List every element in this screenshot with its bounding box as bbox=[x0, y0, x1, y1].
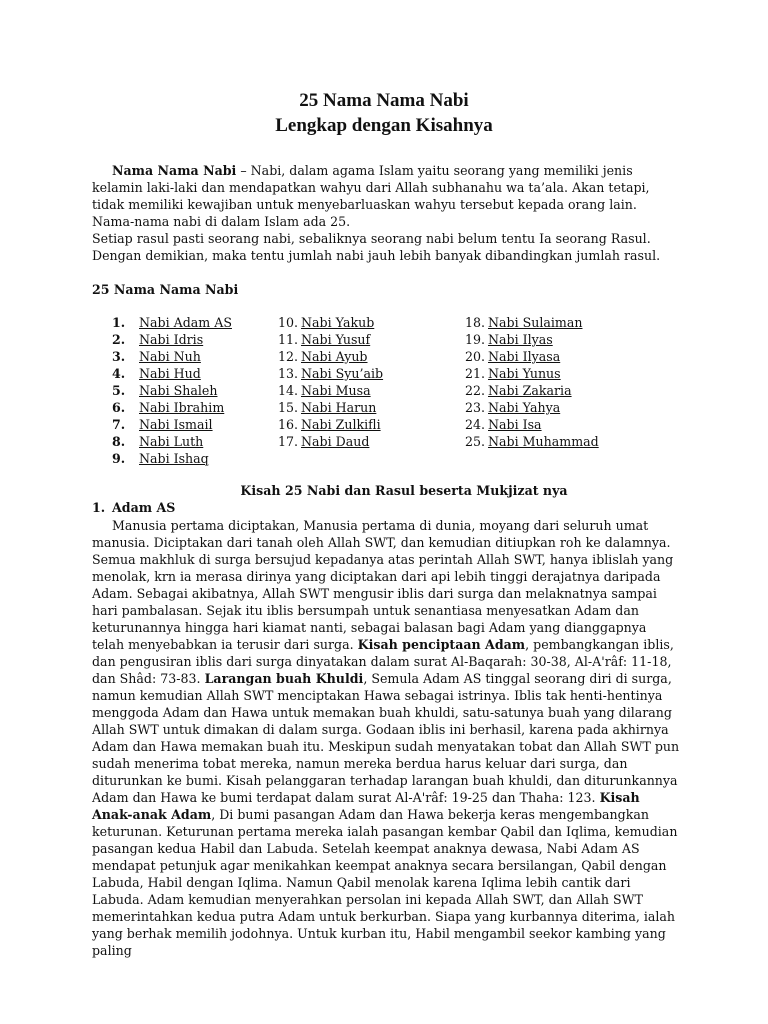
list-item bbox=[112, 416, 232, 433]
section-1-heading bbox=[92, 500, 175, 515]
prophet-name-link[interactable]: Nabi Isa bbox=[488, 417, 542, 432]
list-item bbox=[465, 382, 599, 399]
story-bold-2: Larangan buah Khuldi bbox=[204, 671, 364, 686]
list-item bbox=[112, 382, 232, 399]
story-text-3: , Semula Adam AS tinggal seorang diri di surga, namun kemudian Allah SWT menciptakan Hawa sebagai istrinya. Iblis tak henti-hentinya menggoda Adam dan Hawa untuk memakan buah khuldi, satu-satunya buah yang dilarang Allah SWT untuk dimakan di dalam surga. Godaan iblis ini berhasil, karena pada akhirnya Adam dan Hawa memakan buah itu. Meskipun sudah menyatakan tobat dan Allah SWT pun sudah menerima tobat mereka, namun mereka berdua harus keluar dari surga, dan diturunkan ke bumi. Kisah pelanggaran terhadap larangan buah khuldi, dan diturunkannya Adam dan Hawa ke bumi terdapat dalam surat Al-A'râf: 19-25 dan Thaha: 123. bbox=[92, 671, 680, 805]
list-item bbox=[278, 399, 383, 416]
section-1-title: Adam AS bbox=[112, 500, 176, 515]
prophet-name-link[interactable]: Nabi Muhammad bbox=[488, 434, 599, 449]
list-item-number: 18. bbox=[465, 315, 486, 330]
prophet-name-link[interactable]: Nabi Harun bbox=[301, 400, 377, 415]
prophet-list-column-1 bbox=[112, 314, 232, 467]
intro-paragraph-2: Setiap rasul pasti seorang nabi, sebaliknya seorang nabi belum tentu Ia seorang Rasul. Dengan demikian, maka tentu jumlah nabi jauh lebih banyak dibandingkan jumlah rasul. bbox=[92, 231, 661, 263]
prophet-name-link[interactable]: Nabi Syu’aib bbox=[301, 366, 384, 381]
section-1-number: 1. bbox=[92, 500, 106, 515]
list-item-number: 2. bbox=[112, 332, 126, 347]
list-item bbox=[465, 433, 599, 450]
prophet-name-link[interactable]: Nabi Musa bbox=[301, 383, 371, 398]
list-item-number: 7. bbox=[112, 417, 126, 432]
story-text-1: Manusia pertama diciptakan, Manusia pertama di dunia, moyang dari seluruh umat manusia. Diciptakan dari tanah oleh Allah SWT, dan kemudian ditiupkan roh ke dalamnya. Semua makhluk di surga bersujud kepadanya atas perintah Allah SWT, hanya iblislah yang menolak, krn ia merasa dirinya yang diciptakan dari api lebih tinggi derajatnya daripada Adam. Sebagai akibatnya, Allah SWT mengusir iblis dari surga dan melaknatnya sampai hari pambalasan. Sejak itu iblis bersumpah untuk senantiasa menyesatkan Adam dan keturunannya hingga hari kiamat nanti, sebagai balasan bagi Adam yang dianggapnya telah menyebabkan ia terusir dari surga. bbox=[92, 518, 674, 652]
story-text-2: , pembangkangan iblis, dan pengusiran iblis dari surga dinyatakan dalam surat Al-Baqarah: 30-38, Al-A'râf: 11-18, dan Shâd: 73-83. bbox=[92, 637, 674, 686]
list-item-number: 14. bbox=[278, 383, 299, 398]
list-item bbox=[112, 433, 232, 450]
kisah-heading: Kisah 25 Nabi dan Rasul beserta Mukjizat nya bbox=[240, 483, 568, 498]
list-item bbox=[465, 348, 599, 365]
prophet-name-link[interactable]: Nabi Adam AS bbox=[139, 315, 232, 330]
prophet-name-link[interactable]: Nabi Yunus bbox=[488, 366, 561, 381]
list-item-number: 22. bbox=[465, 383, 486, 398]
prophet-name-link[interactable]: Nabi Idris bbox=[139, 332, 204, 347]
list-item-number: 5. bbox=[112, 383, 126, 398]
prophet-name-link[interactable]: Nabi Zulkifli bbox=[301, 417, 381, 432]
list-item bbox=[465, 416, 599, 433]
prophet-name-link[interactable]: Nabi Nuh bbox=[139, 349, 201, 364]
prophet-name-link[interactable]: Nabi Ilyas bbox=[488, 332, 553, 347]
list-item-number: 6. bbox=[112, 400, 126, 415]
list-item-number: 10. bbox=[278, 315, 299, 330]
list-item bbox=[278, 382, 383, 399]
prophet-name-link[interactable]: Nabi Ayub bbox=[301, 349, 368, 364]
intro-section bbox=[92, 162, 682, 264]
title-line-1: 25 Nama Nama Nabi bbox=[299, 90, 469, 111]
intro-paragraph-1-text: – Nabi, dalam agama Islam yaitu seorang yang memiliki jenis kelamin laki-laki dan mendapatkan wahyu dari Allah subhanahu wa ta’ala. Akan tetapi, tidak memiliki kewajiban untuk menyebarluaskan wahyu tersebut kepada orang lain. Nama-nama nabi di dalam Islam ada 25. bbox=[92, 163, 650, 229]
list-item-number: 20. bbox=[465, 349, 486, 364]
prophet-name-link[interactable]: Nabi Ismail bbox=[139, 417, 213, 432]
story-bold-1: Kisah penciptaan Adam bbox=[357, 637, 526, 652]
list-item bbox=[278, 433, 383, 450]
list-item bbox=[278, 331, 383, 348]
list-heading: 25 Nama Nama Nabi bbox=[92, 282, 239, 297]
prophet-list-column-2 bbox=[278, 314, 383, 450]
list-item-number: 11. bbox=[278, 332, 299, 347]
list-item bbox=[112, 314, 232, 331]
list-item bbox=[465, 331, 599, 348]
list-item-number: 13. bbox=[278, 366, 299, 381]
section-1-story bbox=[92, 517, 682, 959]
intro-paragraph-1 bbox=[92, 162, 682, 230]
prophet-name-link[interactable]: Nabi Daud bbox=[301, 434, 370, 449]
prophet-name-link[interactable]: Nabi Shaleh bbox=[139, 383, 218, 398]
list-item bbox=[465, 399, 599, 416]
prophet-name-link[interactable]: Nabi Ibrahim bbox=[139, 400, 225, 415]
list-item bbox=[112, 399, 232, 416]
list-item bbox=[465, 365, 599, 382]
list-item-number: 19. bbox=[465, 332, 486, 347]
list-item bbox=[465, 314, 599, 331]
list-item bbox=[278, 416, 383, 433]
prophet-name-link[interactable]: Nabi Ilyasa bbox=[488, 349, 561, 364]
list-item-number: 24. bbox=[465, 417, 486, 432]
prophet-name-link[interactable]: Nabi Yahya bbox=[488, 400, 561, 415]
list-item-number: 4. bbox=[112, 366, 126, 381]
list-item-number: 23. bbox=[465, 400, 486, 415]
list-item bbox=[278, 348, 383, 365]
list-item-number: 8. bbox=[112, 434, 126, 449]
prophet-name-link[interactable]: Nabi Ishaq bbox=[139, 451, 209, 466]
list-item bbox=[112, 331, 232, 348]
list-item bbox=[278, 314, 383, 331]
prophet-name-link[interactable]: Nabi Sulaiman bbox=[488, 315, 583, 330]
list-item-number: 3. bbox=[112, 349, 126, 364]
story-paragraph bbox=[92, 517, 682, 959]
prophet-name-link[interactable]: Nabi Luth bbox=[139, 434, 204, 449]
document-title bbox=[0, 88, 768, 138]
list-item-number: 15. bbox=[278, 400, 299, 415]
prophet-name-link[interactable]: Nabi Hud bbox=[139, 366, 201, 381]
prophet-name-link[interactable]: Nabi Yusuf bbox=[301, 332, 371, 347]
title-line-2: Lengkap dengan Kisahnya bbox=[275, 115, 493, 136]
list-item-number: 25. bbox=[465, 434, 486, 449]
list-item-number: 16. bbox=[278, 417, 299, 432]
list-item bbox=[112, 450, 232, 467]
list-item-number: 17. bbox=[278, 434, 299, 449]
list-item bbox=[112, 365, 232, 382]
list-item bbox=[112, 348, 232, 365]
prophet-name-link[interactable]: Nabi Yakub bbox=[301, 315, 375, 330]
story-bold-3: Kisah Anak-anak Adam bbox=[92, 790, 640, 822]
list-item-number: 1. bbox=[112, 315, 126, 330]
list-item-number: 21. bbox=[465, 366, 486, 381]
list-item bbox=[278, 365, 383, 382]
intro-lead-term: Nama Nama Nabi bbox=[112, 163, 237, 178]
list-item-number: 9. bbox=[112, 451, 126, 466]
prophet-list-column-3 bbox=[465, 314, 599, 450]
list-item-number: 12. bbox=[278, 349, 299, 364]
prophet-name-link[interactable]: Nabi Zakaria bbox=[488, 383, 572, 398]
story-text-4: , Di bumi pasangan Adam dan Hawa bekerja keras mengembangkan keturunan. Keturunan pertama mereka ialah pasangan kembar Qabil dan Iqlima, kemudian pasangan kedua Habil dan Labuda. Setelah keempat anaknya dewasa, Nabi Adam AS mendapat petunjuk agar menikahkan keempat anaknya secara bersilangan, Qabil dengan Labuda, Habil dengan Iqlima. Namun Qabil menolak karena Iqlima lebih cantik dari Labuda. Adam kemudian menyerahkan persolan ini kepada Allah SWT, dan Allah SWT memerintahkan kedua putra Adam untuk berkurban. Siapa yang kurbannya diterima, ialah yang berhak memilih jodohnya. Untuk kurban itu, Habil mengambil seekor kambing yang paling bbox=[92, 807, 678, 958]
